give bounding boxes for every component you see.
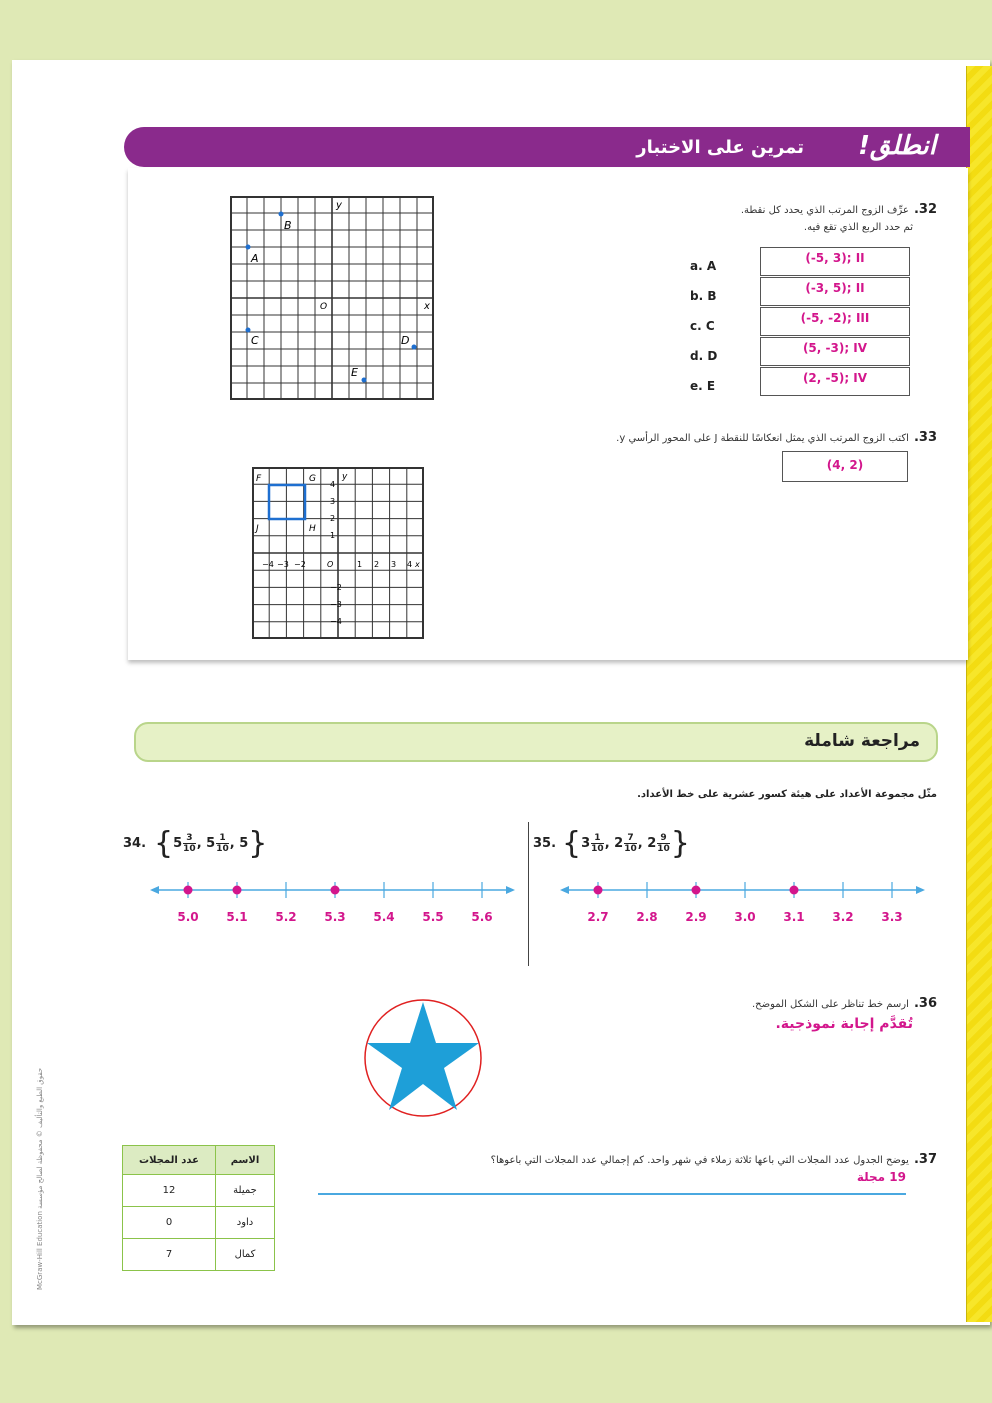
- q37-prompt-text: يوضح الجدول عدد المجلات التي باعها ثلاثة زملاء في شهر واحد. كم إجمالي عدد المجلات التي باعوها؟: [490, 1155, 909, 1166]
- q35-number: 35.: [533, 836, 557, 851]
- review-instruction: مثّل مجموعة الأعداد على هيئة كسور عشرية على خط الأعداد.: [637, 789, 937, 800]
- q35-frac3: 9 10: [657, 833, 670, 854]
- q35-brace-open: {: [562, 826, 582, 861]
- q35-arrow-left: [560, 886, 569, 894]
- q32-item-label: b. B: [690, 289, 717, 303]
- q35-tick-label: 3.0: [734, 910, 756, 924]
- point-B-label: B: [284, 219, 292, 232]
- q33-prompt: [497, 426, 937, 445]
- q34-tick-label: 5.3: [324, 910, 346, 924]
- q32-prompt-line1: عرِّف الزوج المرتب الذي يحدد كل نقطة.: [740, 205, 909, 216]
- q32-answer-box: (-5, 3); II: [760, 247, 910, 276]
- q34-whole1: 5: [173, 836, 183, 851]
- q37-answer-line: [318, 1193, 906, 1195]
- q34-point: [184, 886, 193, 895]
- q35-set: 35. { 3 1 10 , 2 7 10 , 2 9 10 }: [533, 826, 690, 861]
- q33-x-tick: −2: [294, 560, 306, 569]
- q35-brace-close: }: [670, 826, 690, 861]
- point-D-label: D: [401, 334, 410, 347]
- q34-point: [331, 886, 340, 895]
- table-cell-count: 12: [123, 1175, 216, 1207]
- q33-x-tick: −3: [277, 560, 289, 569]
- q34-frac2: 1 10: [216, 833, 229, 854]
- q35-tick-label: 3.2: [832, 910, 854, 924]
- table-row: [123, 1207, 275, 1239]
- point-D: [412, 345, 417, 350]
- q32-y-label: y: [336, 200, 342, 211]
- review-title: مراجعة شاملة: [804, 731, 920, 751]
- q35-tick-label: 3.1: [783, 910, 805, 924]
- q35-tick-label: 2.7: [587, 910, 609, 924]
- copyright-credit: McGraw-Hill Education حقوق الطبع والتأليف © محفوظة لصالح مؤسسة: [36, 1067, 44, 1290]
- q33-label-G: G: [309, 474, 316, 484]
- q37-prompt: [337, 1148, 937, 1167]
- point-A: [246, 245, 251, 250]
- table-row: [123, 1239, 275, 1271]
- q35-tick-label: 2.8: [636, 910, 658, 924]
- table-cell-count: 7: [123, 1239, 216, 1271]
- q33-x-tick: −4: [262, 560, 274, 569]
- table-cell-name: كمال: [216, 1239, 275, 1271]
- q35-arrow-right: [916, 886, 925, 894]
- q36-answer: تُقدَّم إجابة نموذجية.: [775, 1016, 913, 1032]
- review-section-header: [134, 722, 938, 762]
- q34-tick-label: 5.5: [422, 910, 444, 924]
- q32-number: 32.: [913, 202, 937, 217]
- q33-coordinate-grid: [252, 467, 424, 639]
- magazines-table: [122, 1145, 275, 1271]
- q32-item-label: a. A: [690, 259, 717, 273]
- q35-point: [594, 886, 603, 895]
- q35-frac2: 7 10: [624, 833, 637, 854]
- q33-prompt-text: اكتب الزوج المرتب الذي يمثل انعكاسًا للنقطة J على المحور الرأسي y.: [616, 433, 909, 444]
- q33-x-tick: 4: [407, 560, 413, 569]
- q35-frac1: 1 10: [591, 833, 604, 854]
- q33-y-label: y: [342, 472, 348, 482]
- q34-tick-label: 5.0: [177, 910, 199, 924]
- q36-prompt: [537, 992, 937, 1011]
- q33-label-J: J: [256, 524, 259, 534]
- q32-answer-box: (-3, 5); II: [760, 277, 910, 306]
- q33-y-tick: −4: [330, 617, 342, 626]
- table-cell-name: داود: [216, 1207, 275, 1239]
- q32-prompt-line2: ثم حدد الربع الذي تقع فيه.: [803, 222, 913, 233]
- q32-prompt: [637, 198, 937, 217]
- q33-y-tick: −3: [330, 600, 342, 609]
- point-C-label: C: [251, 334, 259, 347]
- q35-point: [790, 886, 799, 895]
- table-header-name: الاسم: [216, 1146, 275, 1175]
- q33-y-tick: −2: [330, 583, 342, 592]
- table-cell-count: 0: [123, 1207, 216, 1239]
- q33-x-label: x: [415, 560, 420, 569]
- q34-number-line: [150, 875, 525, 930]
- q35-whole2: 2: [614, 836, 624, 851]
- point-E: [362, 378, 367, 383]
- q35-whole1: 3: [581, 836, 591, 851]
- point-E-label: E: [351, 366, 358, 379]
- point-B: [279, 212, 284, 217]
- q35-number-line: [560, 875, 935, 930]
- q36-prompt-text: ارسم خط تناظر على الشكل الموضح.: [751, 999, 909, 1010]
- q32-answer-box: (-5, -2); III: [760, 307, 910, 336]
- q32-answer-box: (5, -3); IV: [760, 337, 910, 366]
- table-row: [123, 1175, 275, 1207]
- star-in-circle-figure: [362, 997, 484, 1119]
- q32-item-label: e. E: [690, 379, 716, 393]
- q33-y-tick: 1: [330, 531, 336, 540]
- q33-x-tick: 1: [357, 560, 363, 569]
- q32-item-label: d. D: [690, 349, 718, 363]
- q34-brace-close: }: [248, 826, 268, 861]
- q35-tick-label: 3.3: [881, 910, 903, 924]
- yellow-edge-stripe: [966, 66, 992, 1322]
- q32-coordinate-grid: [230, 196, 434, 400]
- q33-x-tick: 3: [391, 560, 397, 569]
- q33-answer-box: (4, 2): [782, 451, 908, 482]
- q34-set: 34. { 5 3 10 , 5 1 10 , 5 }: [123, 826, 268, 861]
- q33-number: 33.: [913, 430, 937, 445]
- q33-origin-label: O: [327, 560, 334, 569]
- q34-tick-label: 5.2: [275, 910, 297, 924]
- q35-point: [692, 886, 701, 895]
- q37-answer: 19 مجلة: [856, 1170, 906, 1184]
- q33-y-tick: 3: [330, 497, 336, 506]
- q34-tick-label: 5.1: [226, 910, 248, 924]
- banner-subtitle: تمرين على الاختبار: [636, 137, 804, 158]
- q32-answer-box: (2, -5); IV: [760, 367, 910, 396]
- q34-whole2: 5: [206, 836, 216, 851]
- q34-arrow-left: [150, 886, 159, 894]
- q33-label-F: F: [256, 474, 262, 484]
- q33-y-tick: 4: [330, 480, 336, 489]
- q34-frac1: 3 10: [183, 833, 196, 854]
- q34-brace-open: {: [154, 826, 174, 861]
- q33-label-H: H: [309, 524, 316, 534]
- q35-whole3: 2: [647, 836, 657, 851]
- point-C: [246, 328, 251, 333]
- q33-x-tick: 2: [374, 560, 380, 569]
- table-cell-name: جميلة: [216, 1175, 275, 1207]
- section-banner: [124, 127, 970, 167]
- table-header-row: [123, 1146, 275, 1175]
- q34-last: 5: [239, 836, 249, 851]
- banner-title: انطلق!: [858, 131, 936, 161]
- q35-tick-label: 2.9: [685, 910, 707, 924]
- q34-arrow-right: [506, 886, 515, 894]
- q32-x-label: x: [424, 301, 430, 312]
- q32-item-label: c. C: [690, 319, 715, 333]
- q33-y-tick: 2: [330, 514, 336, 523]
- q34-number: 34.: [123, 836, 147, 851]
- q34-tick-label: 5.6: [471, 910, 493, 924]
- q36-number: 36.: [913, 996, 937, 1011]
- point-A-label: A: [251, 252, 259, 265]
- q34-tick-label: 5.4: [373, 910, 395, 924]
- q37-number: 37.: [913, 1152, 937, 1167]
- q32-origin-label: O: [320, 302, 328, 312]
- q34-point: [233, 886, 242, 895]
- table-header-count: عدد المجلات: [123, 1146, 216, 1175]
- divider: [528, 822, 529, 966]
